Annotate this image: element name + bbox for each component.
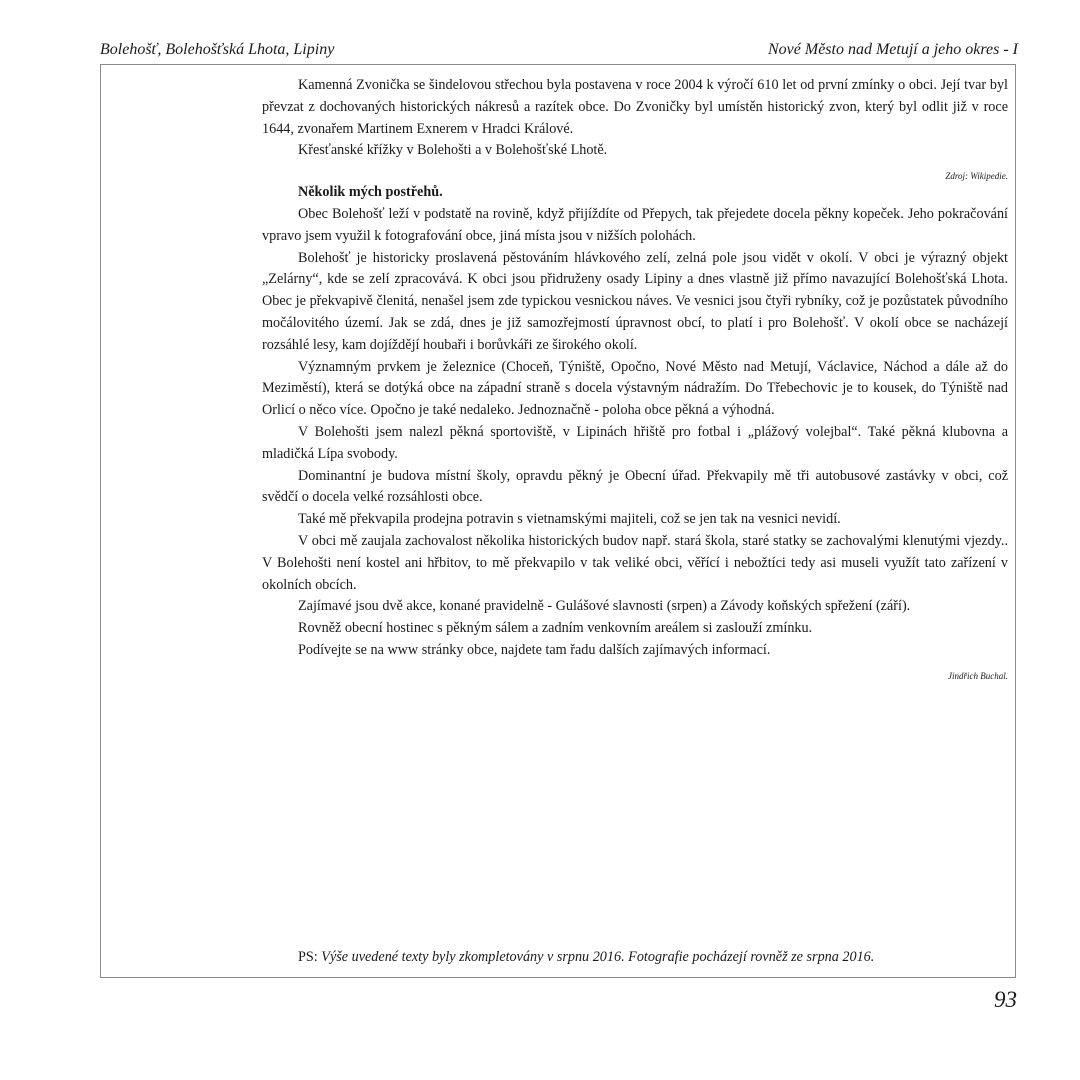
page-number: 93 <box>994 987 1017 1012</box>
section-heading: Několik mých postřehů. <box>298 184 443 201</box>
intro-paragraph: Křesťanské křížky v Bolehošti a v Bolehošťské Lhotě. <box>298 142 608 159</box>
running-header-left: Bolehošť, Bolehošťská Lhota, Lipiny <box>100 41 335 58</box>
running-header-right: Nové Město nad Metují a jeho okres - I <box>767 41 1018 58</box>
source-note: Zdroj: Wikipedie. <box>945 171 1008 182</box>
body-paragraph: Bolehošť je historicky proslavená pěstováním hlávkového zelí, zelná pole jsou vidět v okolí. V obci je výrazný objekt „Zelárny“, kde se zelí zpracovává. K obci jsou přidruženy osady Lipiny a dnes vlastně již přímo navazující Bolehošťská Lhota. Obec je překvapivě členitá, nenašel jsem zde typickou vesnickou náves. Ve vesnici jsou čtyři rybníky, což je pozůstatek původního močálovitého území. Jak se zdá, dnes je již samozřejmostí úpravnost obcí, to platí i pro Bolehošť. V okolí obce se nacházejí rozsáhlé lesy, kam dojíždějí houbaři i borůvkáři ze širokého okolí. <box>262 249 1008 353</box>
article-body <box>262 75 1008 682</box>
author-signature: Jindřich Buchal. <box>948 670 1008 681</box>
body-paragraph: Zajímavé jsou dvě akce, konané pravidelně - Gulášové slavnosti (srpen) a Závody koňských spřežení (září). <box>298 598 911 615</box>
postscript-prefix: PS: <box>298 949 318 965</box>
body-paragraph: V Bolehošti jsem nalezl pěkná sportoviště, v Lipinách hřiště pro fotbal i „plážový volejbal“. Také pěkná klubovna a mladičká Lípa svobody. <box>262 423 1008 462</box>
body-paragraph: Podívejte se na www stránky obce, najdete tam řadu dalších zajímavých informací. <box>298 641 771 658</box>
body-paragraph: Významným prvkem je železnice (Choceň, Týniště, Opočno, Nové Město nad Metují, Václavice, Náchod a dále až do Meziměstí), která se dotýká obce na západní straně s docela výstavným nádražím. Do Třebechovic je to kousek, do Týniště nad Orlicí o něco více. Opočno je také nedaleko. Jednoznačně - poloha obce pěkná a výhodná. <box>262 358 1008 419</box>
body-paragraph: Dominantní je budova místní školy, opravdu pěkný je Obecní úřad. Překvapily mě tři autobusové zastávky v obci, což svědčí o docela velké rozsáhlosti obce. <box>262 467 1008 506</box>
body-paragraph: Také mě překvapila prodejna potravin s vietnamskými majiteli, což se jen tak na vesnici nevidí. <box>298 511 841 528</box>
postscript-text: Výše uvedené texty byly zkompletovány v srpnu 2016. Fotografie pocházejí rovněž ze srpna 2016. <box>321 949 875 965</box>
body-paragraph: V obci mě zaujala zachovalost několika historických budov např. stará škola, staré statky se zachovalými klenutými vjezdy.. V Bolehošti není kostel ani hřbitov, to mě překvapilo v tak veliké obci, věřící i nebožtíci tedy asi museli využít tato zařízení v okolních obcích. <box>262 532 1008 593</box>
intro-paragraph: Kamenná Zvonička se šindelovou střechou byla postavena v roce 2004 k výročí 610 let od první zmínky o obci. Její tvar byl převzat z dochovaných historických nákresů a razítek obce. Do Zvoničky byl umístěn historický zvon, který byl odlit již v roce 1644, zvonařem Martinem Exnerem v Hradci Králové. <box>262 77 1008 137</box>
postscript <box>298 947 874 967</box>
body-paragraph: Obec Bolehošť leží v podstatě na rovině, když přijíždíte od Přepych, tak přejedete docela pěkny kopeček. Jeho pokračování vpravo jsem využil k fotografování obce, jiná místa jsou v nižších polohách. <box>262 205 1008 244</box>
body-paragraph: Rovněž obecní hostinec s pěkným sálem a zadním venkovním areálem si zaslouží zmínku. <box>298 620 813 637</box>
